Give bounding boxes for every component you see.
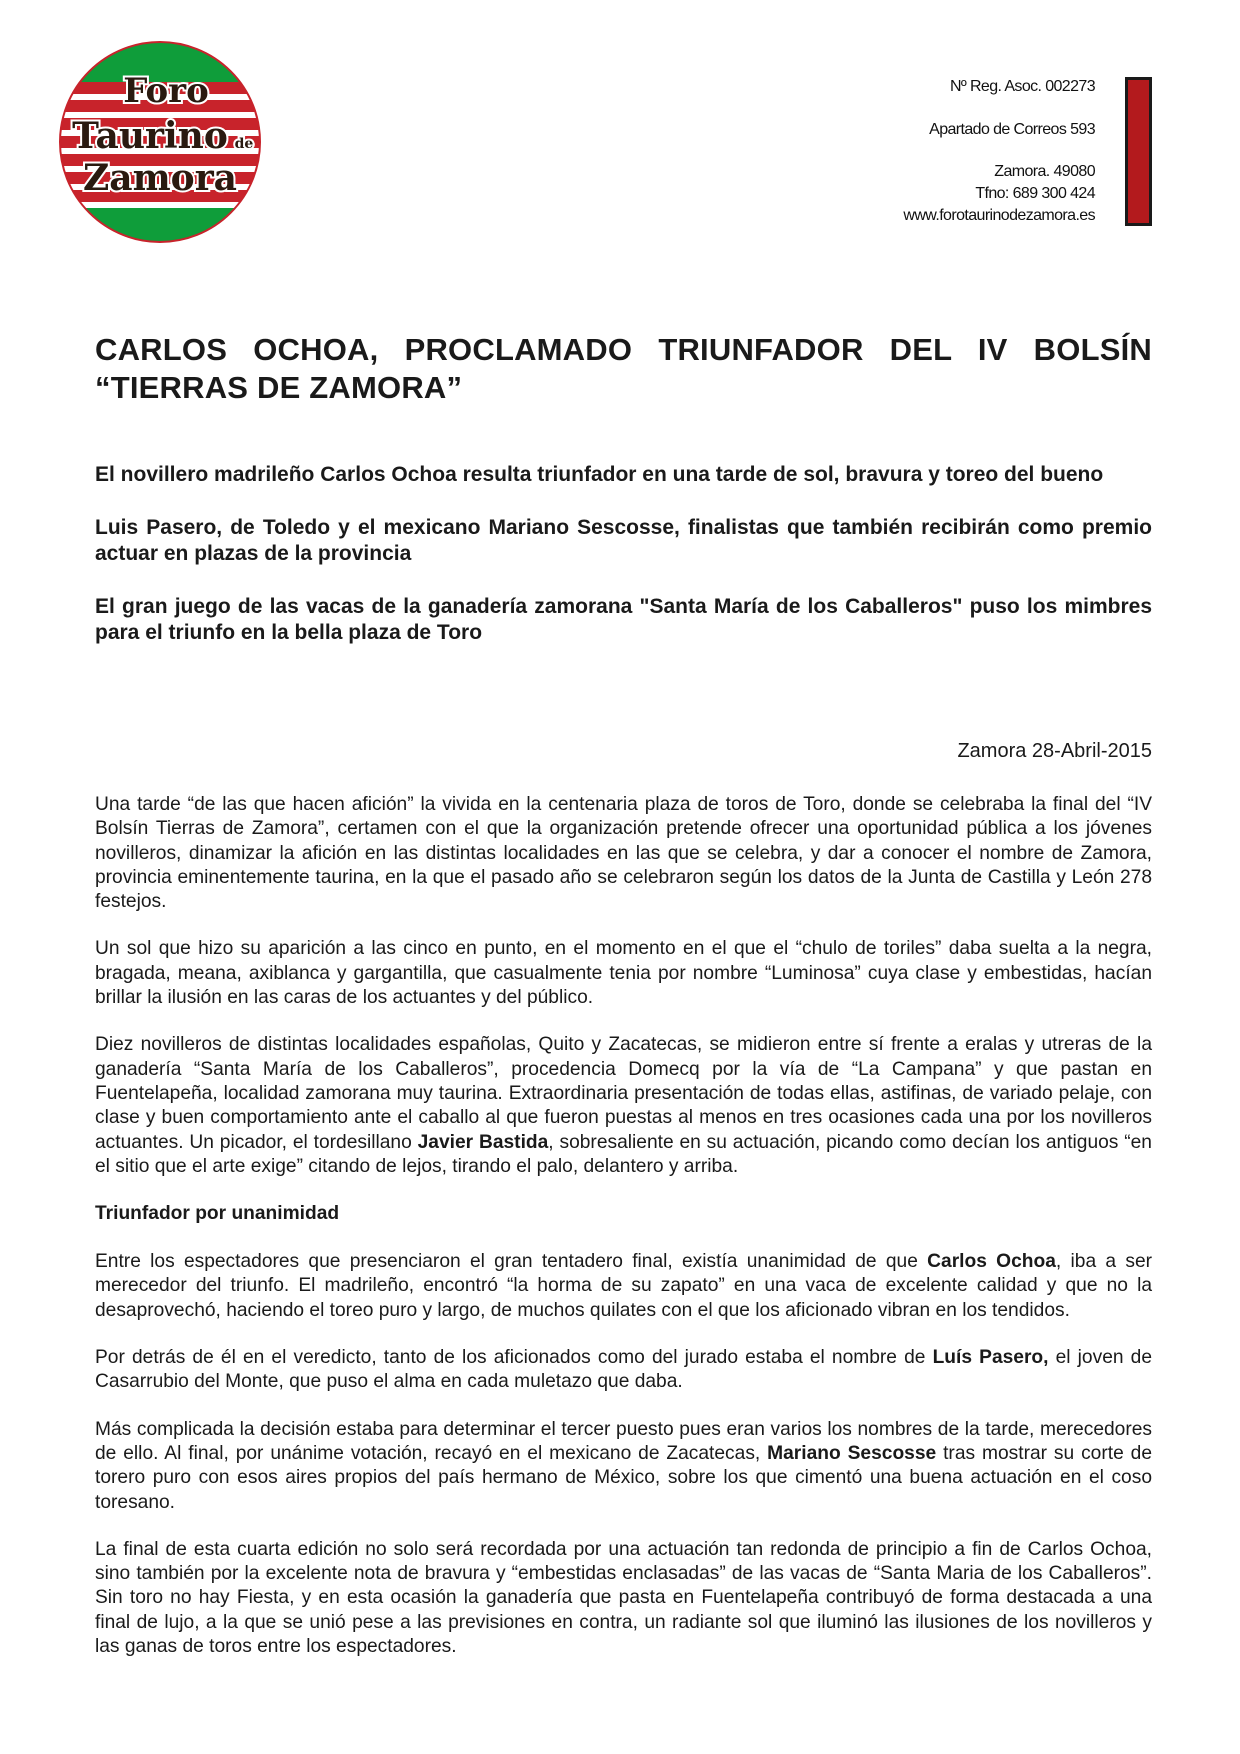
subtitle-1: El novillero madrileño Carlos Ochoa resulta triunfador en una tarde de sol, bravura y toreo del bueno [95, 463, 1104, 486]
picador-name: Javier Bastida [417, 1131, 549, 1153]
paragraph-3-text-b: , sobresaliente en su actuación, picando como decían los antiguos “en el sitio que el arte exige” citando de lejos, tirando el palo, delantero y arriba. [95, 1131, 1152, 1177]
second-place-name: Luís Pasero, [932, 1347, 1049, 1369]
subtitle-2: Luis Pasero, de Toledo y el mexicano Mariano Sescosse, finalistas que también recibirán como premio actuar en plazas de la provincia [95, 516, 1152, 565]
logo-line-zamora: Zamora [82, 157, 238, 199]
paragraph-5 [95, 1346, 1152, 1395]
paragraph-5-text-a: Por detrás de él en el veredicto, tanto de los aficionados como del jurado estaba el nombre de [95, 1347, 933, 1369]
paragraph-5-text-b: el joven de Casarrubio del Monte, que puso el alma en cada muletazo que daba. [95, 1347, 1153, 1393]
third-place-name: Mariano Sescosse [767, 1442, 937, 1464]
paragraph-3-text-a: Diez novilleros de distintas localidades españolas, Quito y Zacatecas, se midieron entre sí frente a eralas y utreras de la ganadería “Santa María de los Caballeros”, procedencia Domecq por la vía de “La Campana” y que pastan en Fuentelapeña, localidad zamorana muy taurina. Extraordinaria presentación de todas ellas, astifinas, de variado pelaje, con clase y buen comportamiento ante el caballo al que fueron puestas al menos en tres ocasiones cada una por los novilleros actuantes. Un picador, el tordesillano [95, 1034, 1152, 1153]
registration-number: Nº Reg. Asoc. 002273 [949, 78, 1095, 95]
contact-block [735, 76, 1095, 227]
paragraph-4-text-b: , iba a ser merecedor del triunfo. El madrileño, encontró “la horma de su zapato” en una vaca de excelente calidad y que no la desaprovechó, haciendo el toreo puro y largo, de muchos quilates con el que los aficionado vibran en los tendidos. [95, 1251, 1152, 1321]
paragraph-6 [95, 1418, 1152, 1515]
phone-number: Tfno: 689 300 424 [975, 185, 1095, 202]
dateline: Zamora 28-Abril-2015 [957, 740, 1152, 762]
winner-name: Carlos Ochoa [927, 1251, 1056, 1273]
page-title: CARLOS OCHOA, PROCLAMADO TRIUNFADOR DEL IV BOLSÍN “TIERRAS DE ZAMORA” [95, 332, 1152, 405]
logo-line-foro: Foro [123, 71, 209, 111]
subtitle-3: El gran juego de las vacas de la ganadería zamorana "Santa María de los Caballeros" puso los mimbres para el triunfo en la bella plaza de Toro [95, 595, 1152, 644]
paragraph-6-text-a: Más complicada la decisión estaba para determinar el tercer puesto pues eran varios los nombres de la tarde, merecedores de ello. Al final, por unánime votación, recayó en el mexicano de Zacatecas, [95, 1418, 1152, 1464]
paragraph-6-text-b: tras mostrar su corte de torero puro con esos aires propios del país hermano de México, sobre los que cimentó una buena actuación en el coso toresano. [95, 1442, 1152, 1513]
decorative-red-bar [1125, 77, 1152, 226]
website-link[interactable]: www.forotaurinodezamora.es [903, 207, 1095, 224]
paragraph-7: La final de esta cuarta edición no solo será recordada por una actuación tan redonda de principio a fin de Carlos Ochoa, sino también por la excelente nota de bravura y “embestidas enclasadas” de las vacas de “Santa Maria de los Caballeros”. Sin toro no hay Fiesta, y en esta ocasión la ganadería que pasta en Fuentelapeña contribuyó de forma destacada a una final de lujo, a la que se unió pese a las previsiones en contra, un radiante sol que iluminó las ilusiones de los novilleros y las ganas de toros entre los espectadores. [95, 1538, 1152, 1658]
paragraph-3 [95, 1033, 1152, 1179]
paragraph-4 [95, 1250, 1152, 1323]
logo-line-taurino: Taurino [72, 115, 228, 157]
subtitles [95, 462, 1152, 673]
city-postcode: Zamora. 49080 [994, 163, 1095, 180]
paragraph-2: Un sol que hizo su aparición a las cinco en punto, en el momento en el que el “chulo de toriles” daba suelta a la negra, bragada, meana, axiblanca y gargantilla, que casualmente tenia por nombre “Luminosa” cuya clase y embestidas, hacían brillar la ilusión en las caras de los actuantes y del público. [95, 938, 1152, 1009]
paragraph-4-text-a: Entre los espectadores que presenciaron el gran tentadero final, existía unanimidad de que [95, 1251, 928, 1273]
paragraph-1: Una tarde “de las que hacen afición” la vivida en la centenaria plaza de toros de Toro, donde se celebraba la final del “IV Bolsín Tierras de Zamora”, certamen con el que la organización pretende ofrecer una oportunidad pública a los jóvenes novilleros, dinamizar la afición en las distintas localidades en las que se celebra, y dar a conocer el nombre de Zamora, provincia eminentemente taurina, en la que el pasado año se celebraron según los datos de la Junta de Castilla y León 278 festejos. [95, 794, 1152, 913]
foro-taurino-logo [58, 40, 262, 244]
article-body [95, 793, 1152, 1682]
postal-box: Apartado de Correos 593 [929, 121, 1095, 138]
logo-line-de: de [234, 136, 254, 152]
section-heading: Triunfador por unanimidad [95, 1203, 340, 1225]
